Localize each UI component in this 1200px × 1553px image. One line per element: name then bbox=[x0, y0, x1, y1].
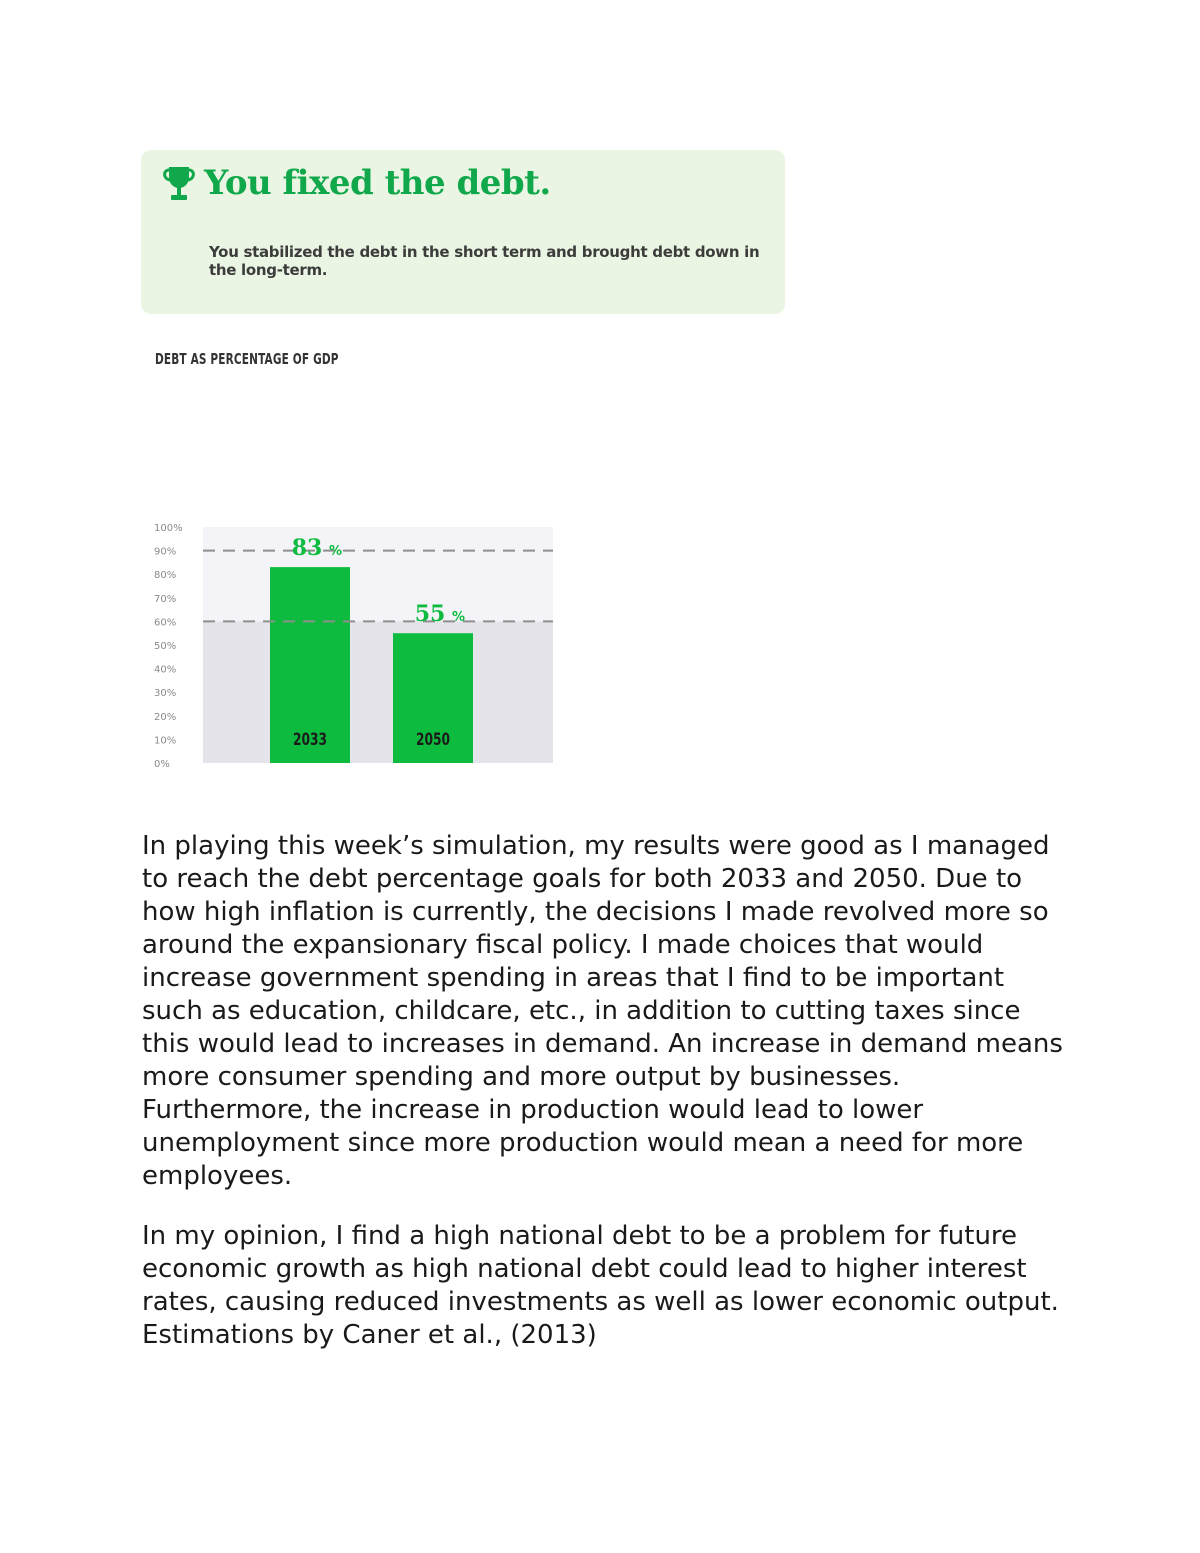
y-tick-label: 0% bbox=[154, 759, 170, 770]
bar-data-unit: % bbox=[329, 544, 343, 560]
result-banner-header bbox=[162, 163, 551, 203]
bar-data-label: 55 bbox=[414, 601, 446, 628]
debt-bar-chart bbox=[150, 516, 555, 771]
bar-data-unit: % bbox=[452, 610, 466, 626]
y-tick-label: 50% bbox=[154, 641, 177, 652]
result-title: You fixed the debt. bbox=[204, 163, 551, 203]
chart-title: DEBT AS PERCENTAGE OF GDP bbox=[155, 350, 339, 368]
y-tick-label: 30% bbox=[154, 688, 177, 700]
essay-body bbox=[142, 830, 1072, 1379]
trophy-icon bbox=[162, 163, 196, 203]
y-tick-label: 60% bbox=[154, 617, 177, 629]
y-tick-label: 20% bbox=[154, 711, 177, 723]
bar-data-label: 83 bbox=[291, 535, 323, 562]
y-tick-label: 40% bbox=[154, 664, 177, 676]
y-tick-label: 80% bbox=[154, 570, 177, 582]
y-tick-label: 100% bbox=[154, 523, 183, 534]
essay-paragraph: In playing this week’s simulation, my results were good as I managed to reach the debt percentage goals for both 2033 and 2050. Due to how high inflation is currently, the decisions I made revolved more so around the expansionary fiscal policy. I made choices that would increase government spending in areas that I find to be important such as education, childcare, etc., in addition to cutting taxes since this would lead to increases in demand. An increase in demand means more consumer spending and more output by businesses. Furthermore, the increase in production would lead to lower unemployment since more production would mean a need for more employees. bbox=[142, 831, 1063, 1191]
upper-band bbox=[203, 527, 553, 621]
lower-band bbox=[203, 621, 553, 763]
bar-category-label: 2033 bbox=[292, 729, 328, 750]
y-tick-label: 90% bbox=[154, 546, 177, 558]
essay-paragraph: In my opinion, I find a high national debt to be a problem for future economic growth as high national debt could lead to higher interest rates, causing reduced investments as well as lower economic output. Estimations by Caner et al., (2013) bbox=[142, 1221, 1059, 1350]
bar-category-label: 2050 bbox=[415, 729, 451, 750]
y-tick-label: 70% bbox=[154, 593, 177, 605]
y-tick-label: 10% bbox=[154, 735, 177, 747]
result-message: You stabilized the debt in the short term and brought debt down in the long-term. bbox=[209, 243, 760, 279]
